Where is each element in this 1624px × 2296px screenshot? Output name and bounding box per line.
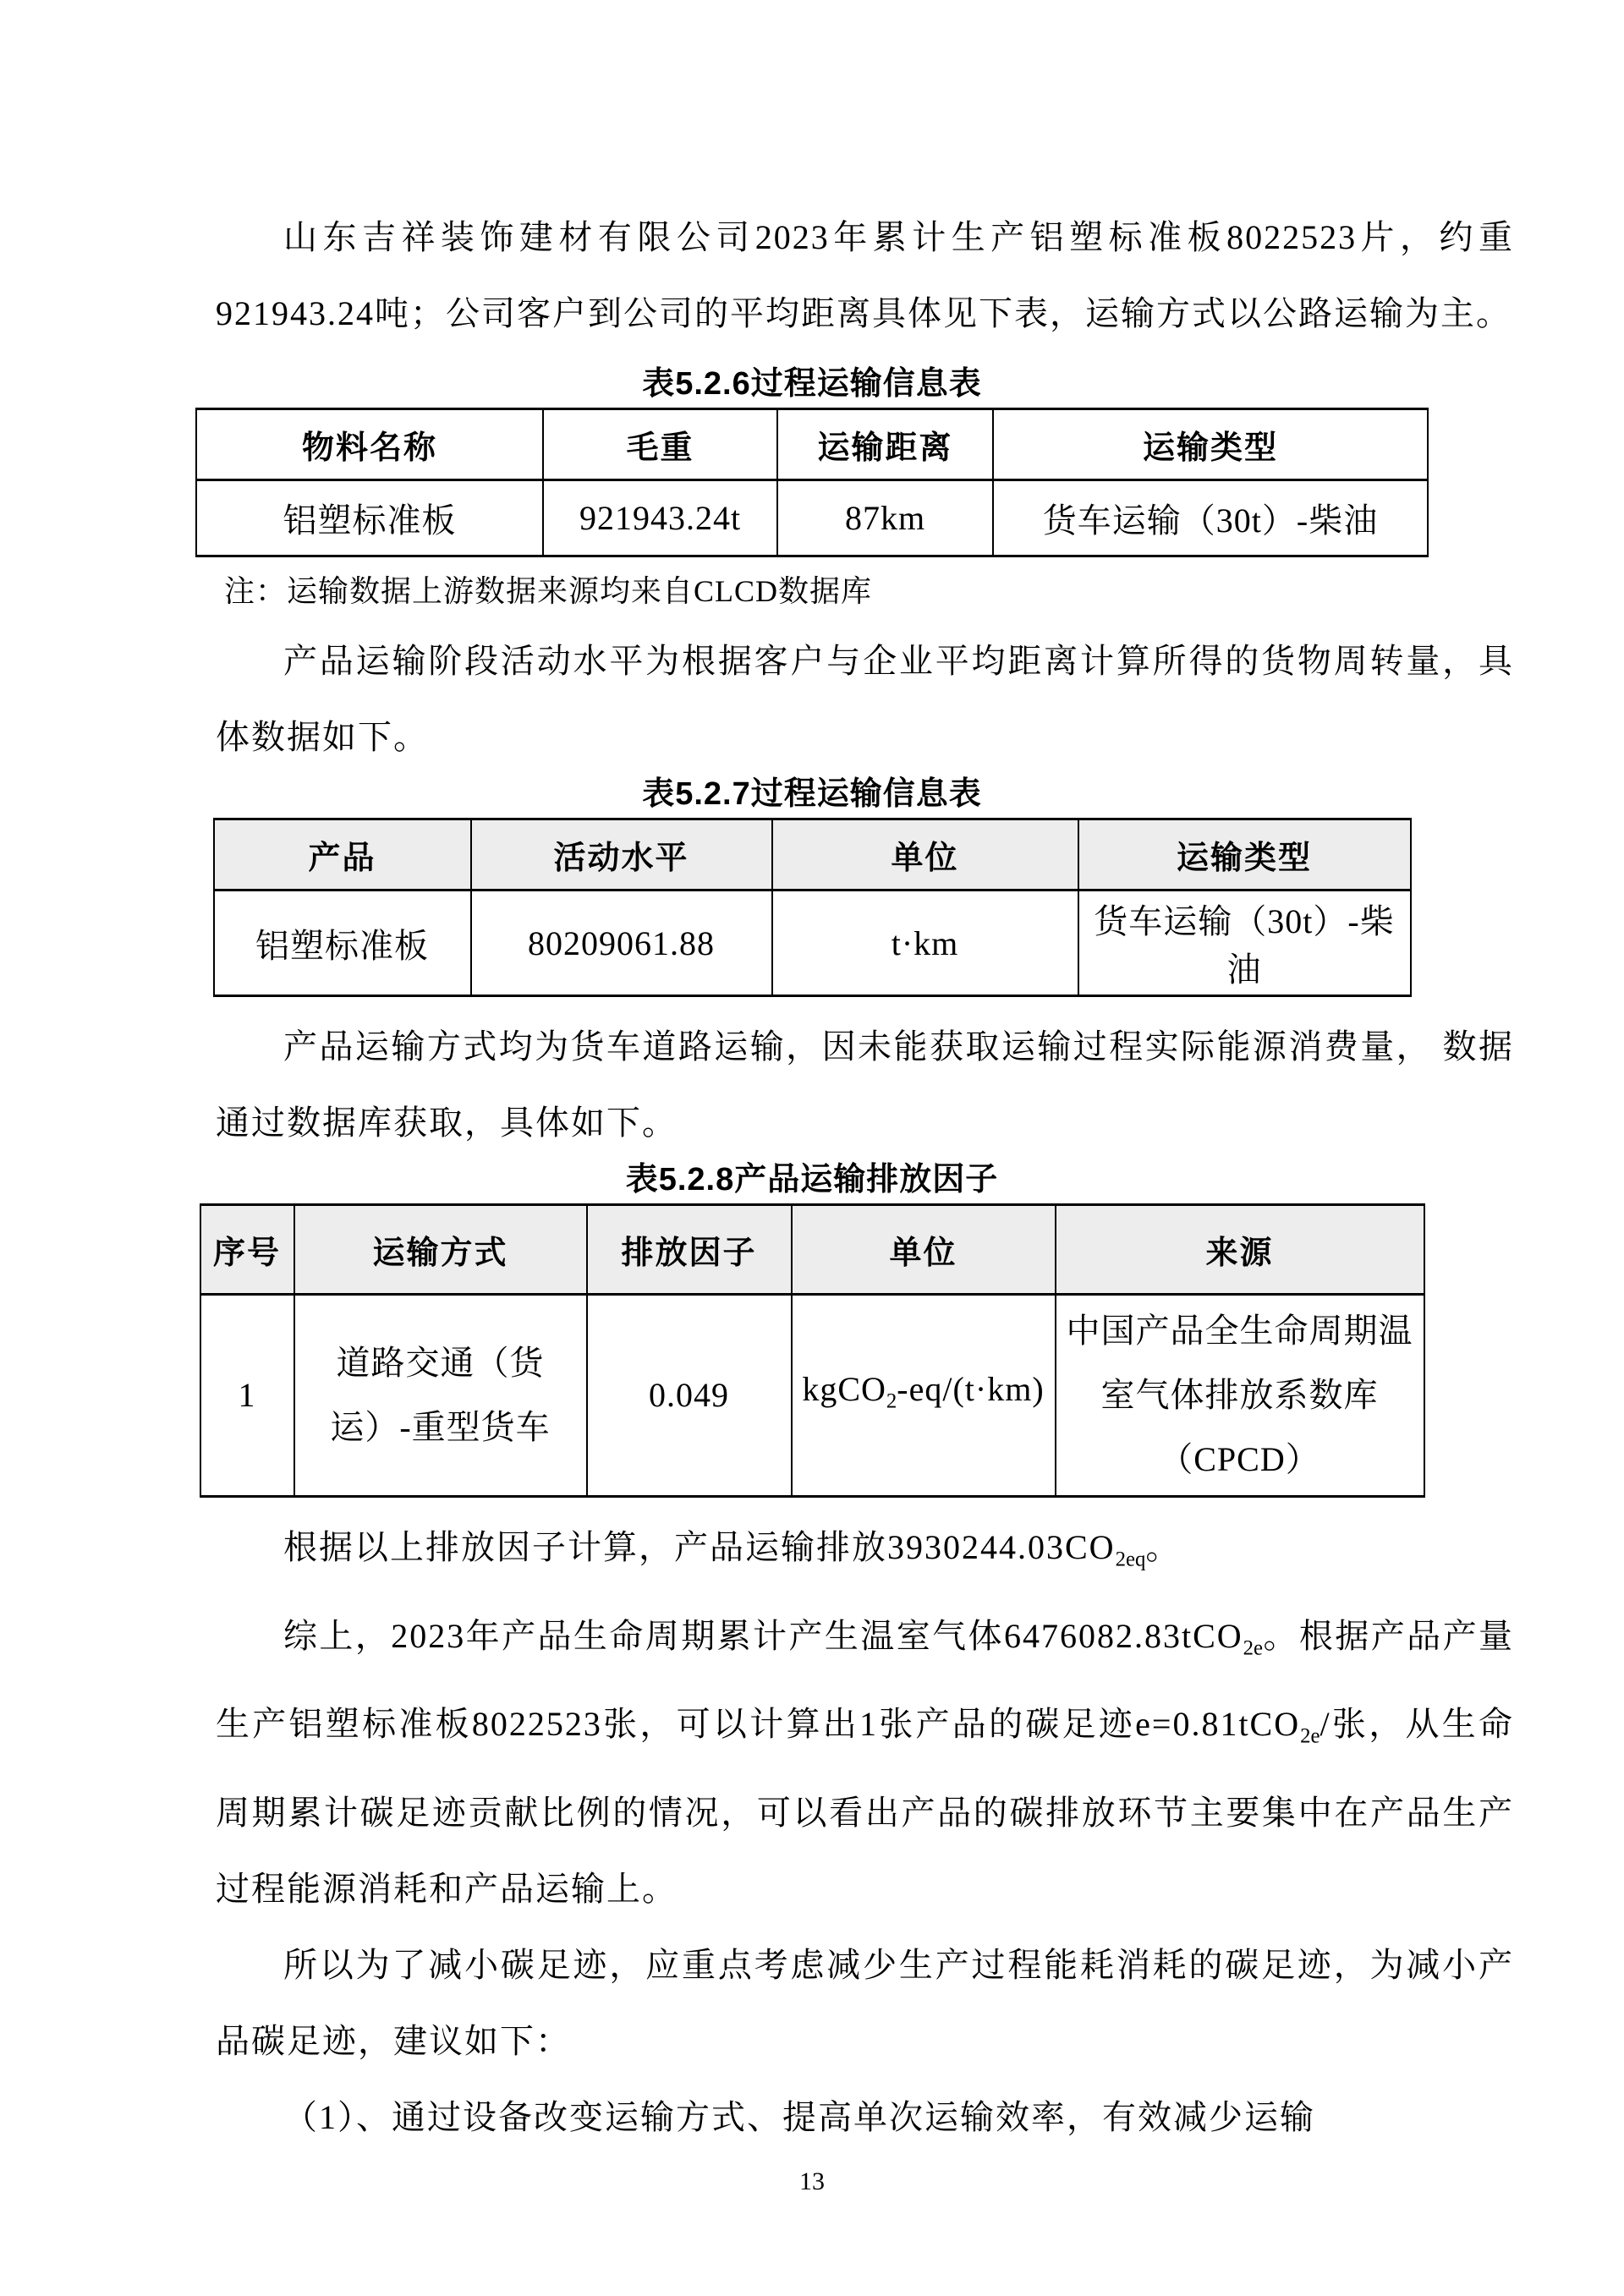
- table-row: [200, 1295, 1424, 1497]
- paragraph-emission-result: 根据以上排放因子计算，产品运输排放$3930244.03CO_{2eq}$。: [283, 1528, 1182, 1571]
- table-row: [196, 480, 1428, 556]
- emission-factor-table-528: [200, 1203, 1425, 1498]
- paragraph-lifecycle-summary: 综上，2023年产品生命周期累计产生温室气体6476082.83tCO$_{2e}$。根据产品产量生产铝塑标准板8022523张，可以计算出1张产品的碳足迹e=0.81tCO$_{2e}$/张，从生命周期累计碳足迹贡献比例的情况，可以看出产品的碳排放环节主要集中在产品生产过程能源消耗和产品运输上。: [216, 1616, 1514, 1909]
- page-number: 13: [799, 2167, 825, 2196]
- column-header-activity-level: 活动水平: [471, 819, 772, 890]
- cell-transport-type: 货车运输（30t）-柴油: [993, 480, 1428, 556]
- cell-material: 铝塑标准板: [196, 480, 543, 556]
- table-header-row: [196, 409, 1428, 480]
- paragraph-production-summary: 山东吉祥装饰建材有限公司2023年累计生产铝塑标准板8022523片，约重921943.24吨；公司客户到公司的平均距离具体见下表，运输方式以公路运输为主。: [216, 218, 1514, 332]
- column-header-transport-type: 运输类型: [993, 409, 1428, 480]
- cell-source: 中国产品全生命周期温室气体排放系数库（CPCD）: [1056, 1295, 1424, 1497]
- table-caption-526: 表5.2.6过程运输信息表: [642, 366, 982, 402]
- cell-distance: 87km: [777, 480, 993, 556]
- column-header-transport-type: 运输类型: [1078, 819, 1411, 890]
- column-header-unit: 单位: [792, 1205, 1056, 1295]
- column-header-product: 产品: [214, 819, 471, 890]
- cell-gross-weight: 921943.24t: [543, 480, 777, 556]
- column-header-source: 来源: [1056, 1205, 1424, 1295]
- column-header-unit: 单位: [772, 819, 1078, 890]
- cell-transport-mode: 道路交通（货运）-重型货车: [294, 1295, 587, 1497]
- cell-emission-factor: 0.049: [587, 1295, 792, 1497]
- table-caption-528: 表5.2.8产品运输排放因子: [625, 1162, 999, 1197]
- column-header-material: 物料名称: [196, 409, 543, 480]
- cell-product: 铝塑标准板: [214, 890, 471, 996]
- column-header-distance: 运输距离: [777, 409, 993, 480]
- table-header-row: [214, 819, 1411, 890]
- column-header-index: 序号: [200, 1205, 294, 1295]
- paragraph-suggestion-1: （1）、通过设备改变运输方式、提高单次运输效率，有效减少运输: [283, 2098, 1315, 2137]
- cell-index: 1: [200, 1295, 294, 1497]
- column-header-emission-factor: 排放因子: [587, 1205, 792, 1295]
- cell-unit: kgCO$_2$-eq/(t·km): [792, 1295, 1056, 1497]
- table-row: [214, 890, 1411, 996]
- transport-info-table-526: [195, 408, 1429, 557]
- table-header-row: [200, 1205, 1424, 1295]
- cell-activity-level: 80209061.88: [471, 890, 772, 996]
- cell-transport-type: 货车运输（30t）-柴油: [1078, 890, 1411, 996]
- table-note-clcd: 注：运输数据上游数据来源均来自CLCD数据库: [224, 574, 873, 608]
- paragraph-reduction-advice: 所以为了减小碳足迹，应重点考虑减少生产过程能耗消耗的碳足迹，为减小产品碳足迹，建议如下：: [216, 1946, 1514, 2061]
- table-caption-527: 表5.2.7过程运输信息表: [642, 776, 982, 812]
- cell-unit: t·km: [772, 890, 1078, 996]
- transport-info-table-527: [213, 818, 1412, 997]
- column-header-transport-mode: 运输方式: [294, 1205, 587, 1295]
- paragraph-activity-level: 产品运输阶段活动水平为根据客户与企业平均距离计算所得的货物周转量，具体数据如下。: [216, 642, 1514, 756]
- column-header-gross-weight: 毛重: [543, 409, 777, 480]
- paragraph-transport-method: 产品运输方式均为货车道路运输，因未能获取运输过程实际能源消费量， 数据通过数据库获取，具体如下。: [216, 1027, 1514, 1142]
